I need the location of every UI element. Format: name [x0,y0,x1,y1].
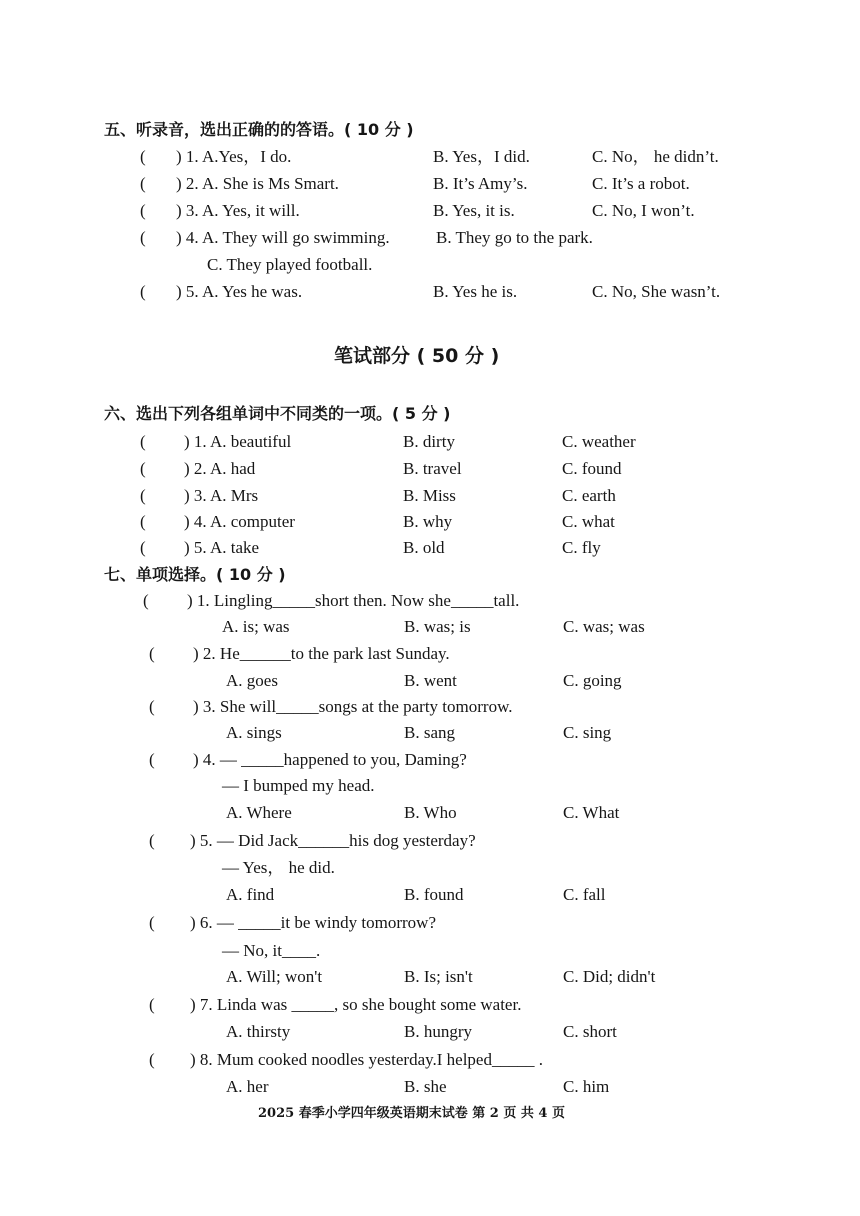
answer-paren: ( [149,913,155,932]
option-c: C. No, I won’t. [592,201,695,220]
option-c: C. fall [563,885,606,904]
response-text: — Yes， he did. [222,858,335,877]
option-c: C. short [563,1022,617,1041]
question-text: ) 2. He______to the park last Sunday. [193,644,450,663]
option-a: A. is; was [222,617,290,636]
option-a: A. find [226,885,275,904]
written-part-title: 笔试部分 ( 50 分 ) [334,345,500,367]
item-text: ) 1. A.Yes，I do. [176,147,292,166]
item-text: ) 5. A. take [184,538,260,557]
option-c: C. going [563,671,622,690]
option-a: A. goes [226,671,278,690]
option-c: C. sing [563,723,612,742]
section-6-heading: 六、选出下列各组单词中不同类的一项。( 5 分 ) [104,404,451,423]
answer-paren: ( [149,1050,155,1069]
option-b: B. Yes，I did. [433,147,530,166]
item-text: ) 5. A. Yes he was. [176,282,303,301]
answer-paren: ( [140,282,146,301]
option-a: A. her [226,1077,269,1096]
option-b: B. she [404,1077,447,1096]
question-text: ) 7. Linda was _____, so she bought some water. [190,995,522,1014]
option-c: C. No， he didn’t. [592,147,719,166]
option-b: B. dirty [403,432,455,451]
answer-paren: ( [149,831,155,850]
option-b: B. hungry [404,1022,472,1041]
answer-paren: ( [140,201,146,220]
option-b: B. was; is [404,617,471,636]
option-a: A. Where [226,803,292,822]
question-text: ) 8. Mum cooked noodles yesterday.I helped_____ . [190,1050,543,1069]
answer-paren: ( [140,432,146,451]
option-c: C. weather [562,432,636,451]
option-c: C. him [563,1077,610,1096]
option-c: C. fly [562,538,601,557]
question-text: ) 1. Lingling_____short then. Now she_____tall. [187,591,520,610]
option-b: B. Yes he is. [433,282,518,301]
option-c: C. what [562,512,615,531]
answer-paren: ( [149,697,155,716]
item-text: ) 2. A. She is Ms Smart. [176,174,339,193]
option-b: B. found [404,885,464,904]
option-c: C. Did; didn't [563,967,656,986]
option-a: A. thirsty [226,1022,291,1041]
answer-paren: ( [149,995,155,1014]
option-b: B. Yes, it is. [433,201,515,220]
item-text: ) 2. A. had [184,459,256,478]
section-7-heading: 七、单项选择。( 10 分 ) [104,565,286,584]
option-c: C. No, She wasn’t. [592,282,721,301]
answer-paren: ( [149,750,155,769]
answer-paren: ( [140,147,146,166]
answer-paren: ( [149,644,155,663]
answer-paren: ( [140,512,146,531]
option-b: B. Is; isn't [404,967,473,986]
question-text: ) 4. — _____happened to you, Daming? [193,750,467,769]
option-c: C. They played football. [207,255,373,274]
section-5-heading: 五、听录音，选出正确的的答语。( 10 分 ) [104,120,414,139]
question-text: ) 3. She will_____songs at the party tomorrow. [193,697,513,716]
option-a: A. Will; won't [226,967,323,986]
item-text: ) 1. A. beautiful [184,432,292,451]
answer-paren: ( [140,228,146,247]
item-text: ) 3. A. Mrs [184,486,259,505]
answer-paren: ( [140,459,146,478]
option-c: C. was; was [563,617,645,636]
question-text: ) 5. — Did Jack______his dog yesterday? [190,831,476,850]
option-b: B. travel [403,459,462,478]
option-b: B. old [403,538,445,557]
option-b: B. went [404,671,457,690]
option-b: B. why [403,512,453,531]
option-b: B. It’s Amy’s. [433,174,528,193]
option-b: B. Miss [403,486,456,505]
option-c: C. earth [562,486,616,505]
page-footer: 2025 春季小学四年级英语期末试卷 第 2 页 共 4 页 [258,1106,565,1121]
option-c: C. found [562,459,622,478]
option-b: B. sang [404,723,455,742]
item-text: ) 3. A. Yes, it will. [176,201,300,220]
option-b: B. They go to the park. [436,228,593,247]
answer-paren: ( [140,174,146,193]
response-text: — No, it____. [222,941,321,960]
question-text: ) 6. — _____it be windy tomorrow? [190,913,436,932]
option-c: C. It’s a robot. [592,174,690,193]
option-c: C. What [563,803,620,822]
answer-paren: ( [140,486,146,505]
answer-paren: ( [140,538,146,557]
response-text: — I bumped my head. [222,776,375,795]
option-b: B. Who [404,803,457,822]
item-text: ) 4. A. They will go swimming. [176,228,390,247]
item-text: ) 4. A. computer [184,512,295,531]
option-a: A. sings [226,723,282,742]
answer-paren: ( [143,591,149,610]
